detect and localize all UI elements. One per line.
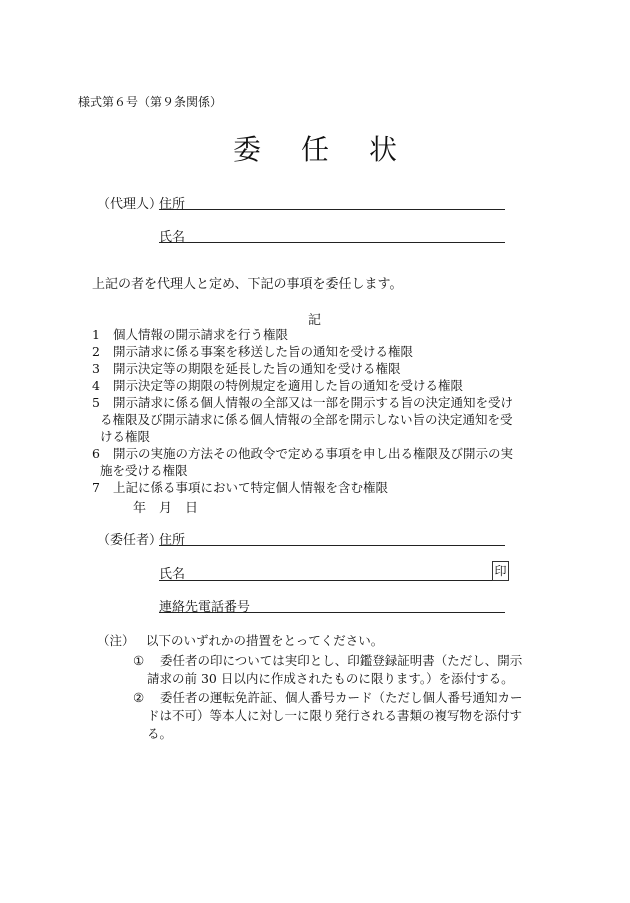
list-item: 6 開示の実施の方法その他政令で定める事項を申し出る権限及び開示の実: [92, 446, 514, 461]
principal-phone-label: 連絡先電話番号: [159, 600, 251, 615]
list-item: 3 開示決定等の期限を延長した旨の通知を受ける権限: [92, 361, 401, 376]
title-char: 状: [369, 133, 398, 166]
note-line: る。: [147, 726, 173, 741]
document-title: [0, 128, 630, 168]
date-month: 月: [159, 501, 173, 516]
ki-heading: 記: [308, 313, 322, 328]
list-item: 5 開示請求に係る個人情報の全部又は一部を開示する旨の決定通知を受け: [92, 395, 514, 410]
note-line: ドは不可）等本人に対し一に限り発行される書類の複写物を添付す: [147, 708, 523, 723]
note-mark: ①: [133, 653, 145, 668]
principal-phone-line: [159, 612, 505, 613]
statement-text: 上記の者を代理人と定め、下記の事項を委任します。: [92, 277, 403, 292]
date-day: 日: [185, 501, 199, 516]
list-item: 1 個人情報の開示請求を行う権限: [92, 327, 289, 342]
list-item-continued: ける権限: [100, 429, 151, 444]
agent-name-label: 氏名: [159, 230, 186, 245]
note-intro: 以下のいずれかの措置をとってください。: [146, 633, 384, 648]
note-label: （注）: [97, 633, 135, 648]
principal-address-label: 住所: [159, 533, 186, 548]
agent-address-line: [159, 209, 505, 210]
note-mark: ②: [133, 690, 145, 705]
agent-label: （代理人）: [97, 197, 163, 212]
principal-name-label: 氏名: [159, 567, 186, 582]
date-year: 年: [133, 501, 147, 516]
note-line: 委任者の運転免許証、個人番号カード（ただし個人番号通知カー: [160, 690, 523, 705]
agent-name-line: [159, 242, 505, 243]
agent-address-label: 住所: [159, 197, 186, 212]
note-line: 請求の前 30 日以内に作成されたものに限ります。）を添付する。: [147, 671, 514, 686]
list-item-continued: 施を受ける権限: [100, 463, 188, 478]
list-item: 4 開示決定等の期限の特例規定を適用した旨の通知を受ける権限: [92, 378, 464, 393]
principal-label: （委任者）: [97, 533, 163, 548]
principal-name-line: [159, 580, 505, 581]
seal-box: 印: [492, 561, 509, 581]
title-char: 任: [300, 133, 329, 166]
list-item: 2 開示請求に係る事案を移送した旨の通知を受ける権限: [92, 344, 414, 359]
form-number: 様式第６号（第９条関係）: [78, 95, 223, 109]
note-line: 委任者の印については実印とし、印鑑登録証明書（ただし、開示: [160, 653, 523, 668]
principal-address-line: [159, 545, 505, 546]
list-item: 7 上記に係る事項において特定個人情報を含む権限: [92, 480, 389, 495]
list-item-continued: る権限及び開示請求に係る個人情報の全部を開示しない旨の決定通知を受: [100, 412, 513, 427]
title-char: 委: [232, 133, 261, 166]
